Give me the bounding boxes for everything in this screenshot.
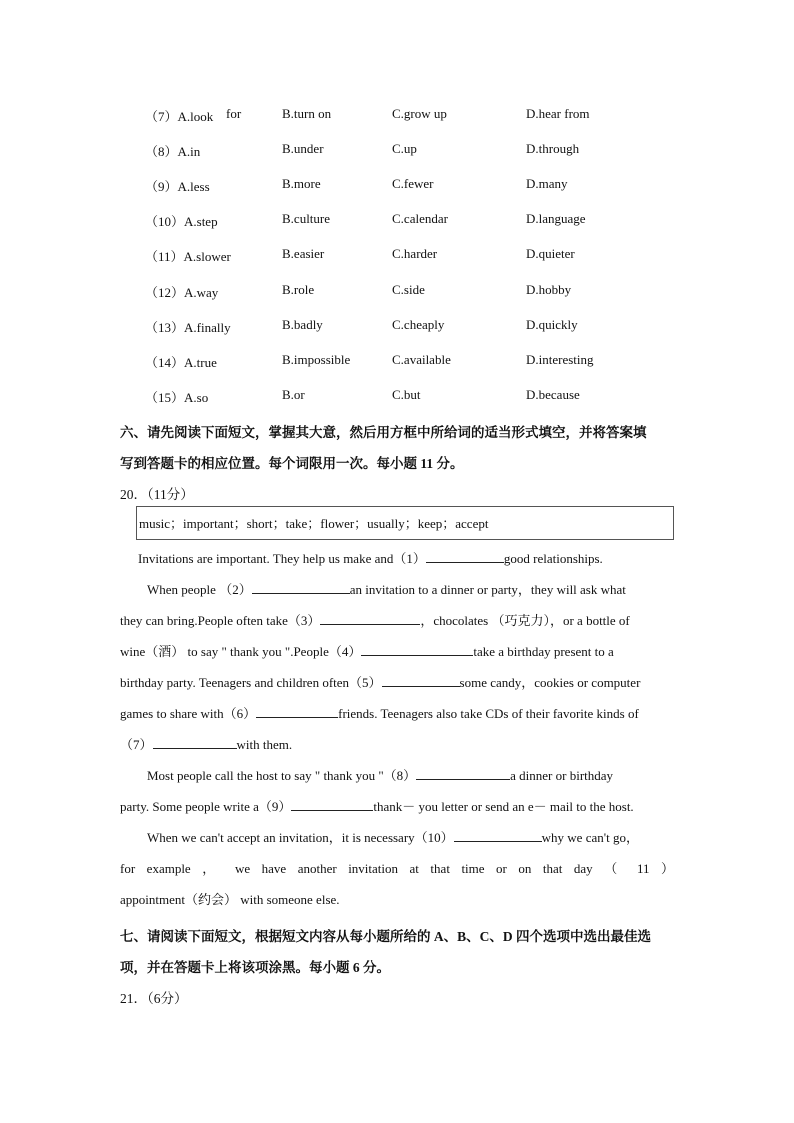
option-d: D.language [526, 211, 586, 226]
blank-6[interactable] [256, 704, 338, 718]
option-c: C.calendar [392, 211, 448, 226]
passage-line [120, 760, 674, 791]
option-row-10 [0, 211, 794, 231]
option-row-12 [0, 282, 794, 302]
passage-text: take a birthday present to a [473, 644, 614, 659]
option-a: （10）A.step [145, 214, 218, 229]
passage-line [120, 698, 674, 729]
option-d: D.many [526, 176, 568, 191]
option-d: D.interesting [526, 352, 594, 367]
passage-text: party. Some people write a（9） [120, 799, 292, 814]
passage-text: with them. [236, 737, 293, 752]
option-a-extra: for [226, 106, 242, 121]
option-d: D.quickly [526, 317, 578, 332]
option-c: C.grow up [392, 106, 447, 121]
section7-instruction-line1: 七、请阅读下面短文，根据短文内容从每小题所给的 A、B、C、D 四个选项中选出最佳选 [120, 929, 652, 944]
option-b: B.turn on [282, 106, 332, 121]
option-d: D.hobby [526, 282, 572, 297]
passage-text: why we can't go， [541, 830, 639, 845]
passage-line: appointment（约会） with someone else. [120, 892, 340, 907]
option-c: C.up [392, 141, 417, 156]
option-c: C.side [392, 282, 425, 297]
passage-line [120, 667, 674, 698]
blank-7[interactable] [153, 735, 237, 749]
section6-instruction-line2: 写到答题卡的相应位置。每个词限用一次。每小题 11 分。 [120, 456, 464, 471]
option-a: （11）A.slower [145, 249, 231, 264]
option-a: （14）A.true [145, 355, 217, 370]
blank-1[interactable] [426, 549, 504, 563]
passage-line [120, 605, 674, 636]
passage-text: Invitations are important. They help us make and（1） [138, 551, 426, 566]
passage-text: good relationships. [503, 551, 603, 566]
passage [120, 543, 674, 915]
passage-text: When people （2） [147, 582, 252, 597]
passage-text: wine（酒） to say " thank you ".People（4） [120, 644, 362, 659]
option-a: （8）A.in [145, 144, 201, 159]
blank-5[interactable] [382, 673, 460, 687]
passage-text: a dinner or birthday [510, 768, 614, 783]
passage-text: When we can't accept an invitation，it is necessary（10） [147, 830, 454, 845]
option-d: D.because [526, 387, 580, 402]
option-c: C.cheaply [392, 317, 445, 332]
option-a: （13）A.finally [145, 320, 231, 335]
option-c: C.harder [392, 246, 438, 261]
passage-text: ，chocolates （巧克力），or a bottle of [420, 613, 630, 628]
passage-text: （7） [120, 737, 153, 752]
passage-line [120, 729, 674, 760]
option-d: D.hear from [526, 106, 590, 121]
option-a: （15）A.so [145, 390, 209, 405]
blank-9[interactable] [291, 797, 373, 811]
passage-line [120, 543, 674, 574]
blank-10[interactable] [454, 828, 542, 842]
blank-2[interactable] [252, 580, 350, 594]
option-a: （9）A.less [145, 179, 210, 194]
option-row-13 [0, 317, 794, 337]
option-b: B.role [282, 282, 315, 297]
section6-instruction-line1: 六、请先阅读下面短文，掌握其大意，然后用方框中所给词的适当形式填空，并将答案填 [120, 425, 647, 440]
section7-instruction-line2: 项，并在答题卡上将该项涂黑。每小题 6 分。 [120, 960, 390, 975]
option-a: （12）A.way [145, 285, 219, 300]
option-row-11 [0, 246, 794, 266]
option-b: B.or [282, 387, 305, 402]
passage-line: for example ， we have another invitation at that time or on that day （ 11 ） [120, 861, 674, 876]
question-21-label: 21．（6分） [120, 991, 188, 1006]
option-row-14 [0, 352, 794, 372]
option-a: （7）A.look [145, 109, 214, 124]
blank-3[interactable] [320, 611, 420, 625]
question-20-label: 20．（11分） [120, 487, 194, 502]
passage-line [120, 791, 674, 822]
passage-text: they can bring.People often take（3） [120, 613, 321, 628]
option-b: B.more [282, 176, 321, 191]
passage-text: some candy，cookies or computer [459, 675, 641, 690]
passage-text: Most people call the host to say " thank you "（8） [147, 768, 417, 783]
option-b: B.impossible [282, 352, 351, 367]
option-d: D.quieter [526, 246, 575, 261]
option-row-7 [0, 106, 794, 126]
passage-text: an invitation to a dinner or party，they will ask what [349, 582, 626, 597]
option-row-8 [0, 141, 794, 161]
blank-8[interactable] [416, 766, 510, 780]
passage-text: friends. Teenagers also take CDs of their favorite kinds of [338, 706, 639, 721]
blank-4[interactable] [361, 642, 473, 656]
passage-text: birthday party. Teenagers and children often（5） [120, 675, 382, 690]
word-bank-box: music；important；short；take；flower；usually；keep；accept [136, 506, 674, 540]
option-d: D.through [526, 141, 580, 156]
option-row-9 [0, 176, 794, 196]
option-c: C.fewer [392, 176, 434, 191]
passage-text: thank－ you letter or send an e－ mail to the host. [373, 799, 634, 814]
option-b: B.badly [282, 317, 323, 332]
passage-text: games to share with（6） [120, 706, 257, 721]
option-c: C.but [392, 387, 421, 402]
passage-line [120, 822, 674, 853]
option-row-15 [0, 387, 794, 407]
passage-line [120, 636, 674, 667]
option-b: B.under [282, 141, 324, 156]
option-b: B.culture [282, 211, 331, 226]
passage-line [120, 574, 674, 605]
option-c: C.available [392, 352, 451, 367]
option-b: B.easier [282, 246, 325, 261]
